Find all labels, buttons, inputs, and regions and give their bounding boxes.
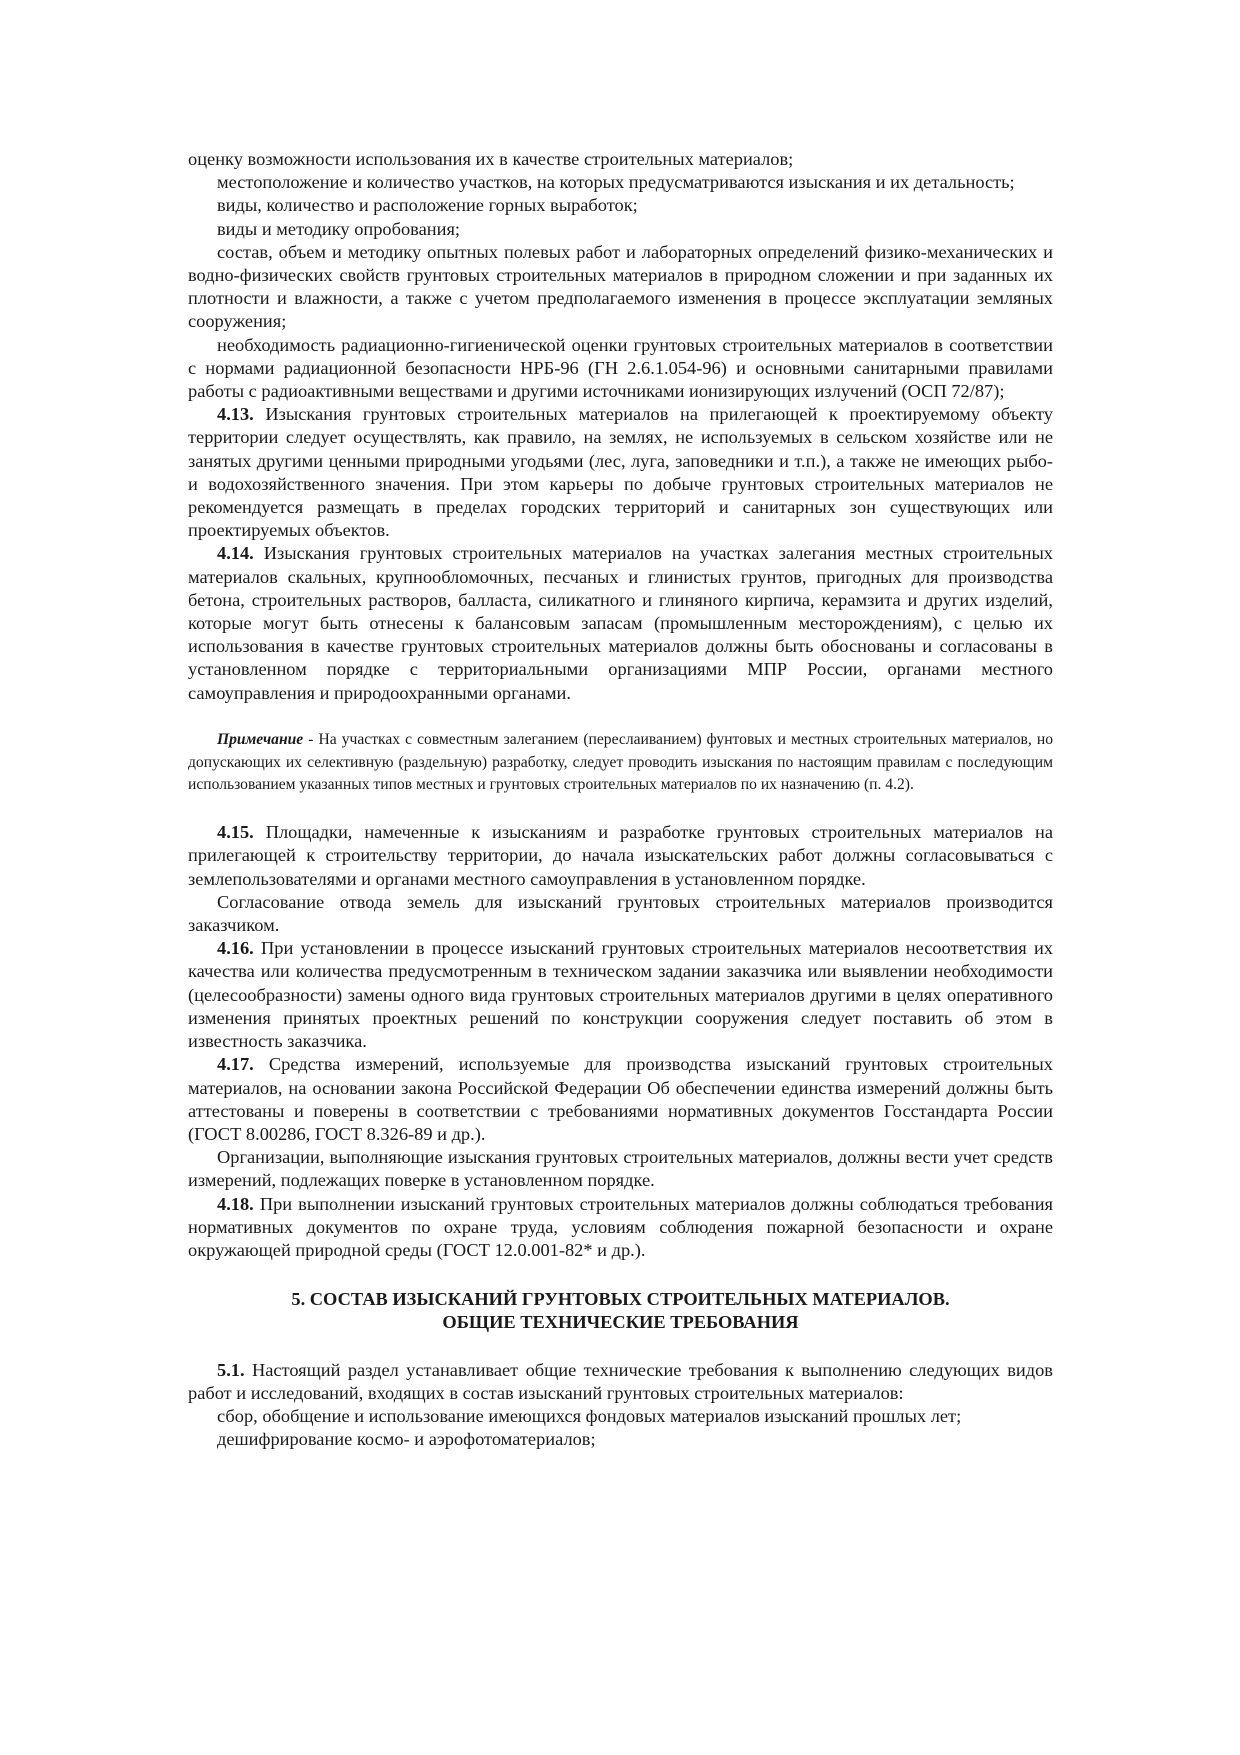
paragraph	[188, 171, 1053, 194]
paragraph-text: необходимость радиационно-гигиенической оценки грунтовых строительных материалов в соответствии с нормами радиационной безопасности НРБ-96 (ГН 2.6.1.054-96) и основными санитарными правилами работы с радиоактивными веществами и другими источниками ионизирующих излучений (ОСП 72/87);	[188, 334, 1053, 402]
clause-text: Изыскания грунтовых строительных материалов на участках залегания местных строительных материалов скальных, крупнообломочных, песчаных и глинистых грунтов, пригодных для производства бетона, строительных растворов, балласта, силикатного и глиняного кирпича, керамзита и других изделий, которые могут быть отнесены к балансовым запасам (промышленным месторождениям), с целью их использования в качестве грунтовых строительных материалов должны быть обоснованы и согласованы в установленном порядке с территориальными организациями МПР России, органами местного самоуправления и природоохранными органами.	[188, 543, 1053, 703]
clause-4-16	[188, 937, 1053, 1053]
paragraph	[188, 1146, 1053, 1192]
clause-4-13	[188, 403, 1053, 542]
clause-number: 4.15.	[217, 822, 254, 843]
paragraph	[188, 148, 1053, 171]
clause-text: При установлении в процессе изысканий грунтовых строительных материалов несоответствия их качества или количества предусмотренным в техническом задании заказчика или выявлении необходимости (целесообразности) замены одного вида грунтовых строительных материалов другими в целях оперативного изменения принятых проектных решений по конструкции сооружения следует поставить об этом в известность заказчика.	[188, 938, 1053, 1052]
clause-number: 4.17.	[217, 1054, 254, 1075]
paragraph-text: виды, количество и расположение горных выработок;	[217, 195, 638, 216]
section-heading-line2: ОБЩИЕ ТЕХНИЧЕСКИЕ ТРЕБОВАНИЯ	[442, 1312, 799, 1333]
paragraph	[188, 891, 1053, 937]
paragraph	[188, 1428, 1053, 1451]
clause-4-18	[188, 1193, 1053, 1263]
note-text: - На участках с совместным залеганием (переслаиванием) фунтовых и местных строительных материалов, но допускающих их селективную (раздельную) разработку, следует проводить изыскания по настоящим правилам с последующим использованием указанных типов местных и грунтовых строительных материалов по их назначению (п. 4.2).	[188, 730, 1053, 794]
paragraph-text: Согласование отвода земель для изысканий грунтовых строительных материалов производится заказчиком.	[188, 891, 1053, 936]
paragraph-text: состав, объем и методику опытных полевых работ и лабораторных определений физико-механических и водно-физических свойств грунтовых строительных материалов в природном сложении и при заданных их плотности и влажности, а также с учетом предполагаемого изменения в процессе эксплуатации земляных сооружения;	[188, 241, 1053, 332]
clause-text: Площадки, намеченные к изысканиям и разработке грунтовых строительных материалов на прилегающей к строительству территории, до начала изыскательских работ должны согласовываться с землепользователями и органами местного самоуправления в установленном порядке.	[188, 822, 1053, 889]
paragraph-text: сбор, обобщение и использование имеющихся фондовых материалов изысканий прошлых лет;	[217, 1405, 962, 1426]
paragraph-text: дешифрирование космо- и аэрофотоматериалов;	[217, 1429, 596, 1450]
paragraph-text: виды и методику опробования;	[217, 218, 461, 239]
clause-4-15	[188, 821, 1053, 891]
clause-text: При выполнении изысканий грунтовых строительных материалов должны соблюдаться требования нормативных документов по охране труда, условиям соблюдения пожарной безопасности и охране окружающей природной среды (ГОСТ 12.0.001-82* и др.).	[188, 1193, 1053, 1260]
paragraph-text: оценку возможности использования их в качестве строительных материалов;	[188, 149, 794, 169]
clause-4-17	[188, 1053, 1053, 1146]
document-page	[188, 148, 1053, 1451]
clause-5-1	[188, 1359, 1053, 1405]
clause-text: Средства измерений, используемые для производства изысканий грунтовых строительных материалов, на основании закона Российской Федерации Об обеспечении единства измерений должны быть аттестованы и поверены в соответствии с требованиями нормативных документов Госстандарта России (ГОСТ 8.00286, ГОСТ 8.326-89 и др.).	[188, 1054, 1053, 1144]
paragraph	[188, 334, 1053, 404]
clause-text: Настоящий раздел устанавливает общие технические требования к выполнению следующих видов работ и исследований, входящих в состав изысканий грунтовых строительных материалов:	[188, 1359, 1053, 1403]
paragraph	[188, 218, 1053, 241]
paragraph	[188, 194, 1053, 217]
paragraph	[188, 1405, 1053, 1428]
section-heading-line1: 5. СОСТАВ ИЗЫСКАНИЙ ГРУНТОВЫХ СТРОИТЕЛЬНЫХ МАТЕРИАЛОВ.	[291, 1289, 950, 1310]
paragraph	[188, 241, 1053, 334]
paragraph-text: местоположение и количество участков, на которых предусматриваются изыскания и их детальность;	[217, 172, 1015, 193]
note-label: Примечание	[217, 730, 304, 748]
clause-number: 4.16.	[217, 938, 254, 959]
section-heading	[188, 1288, 1053, 1334]
clause-number: 4.13.	[217, 404, 254, 425]
clause-4-14	[188, 542, 1053, 704]
clause-number: 4.14.	[217, 543, 254, 564]
paragraph-text: Организации, выполняющие изыскания грунтовых строительных материалов, должны вести учет средств измерений, подлежащих поверке в установленном порядке.	[188, 1147, 1053, 1191]
clause-number: 4.18.	[217, 1193, 254, 1214]
clause-number: 5.1.	[217, 1359, 245, 1380]
clause-text: Изыскания грунтовых строительных материалов на прилегающей к проектируемому объекту территории следует осуществлять, как правило, на землях, не используемых в сельском хозяйстве или не занятых другими ценными природными угодьями (лес, луга, заповедники и т.п.), а также не имеющих рыбо- и водохозяйственного значения. При этом карьеры по добыче грунтовых строительных материалов не рекомендуется размещать в пределах городских территорий и санитарных зон существующих или проектируемых объектов.	[188, 404, 1053, 541]
note-block	[188, 729, 1053, 797]
